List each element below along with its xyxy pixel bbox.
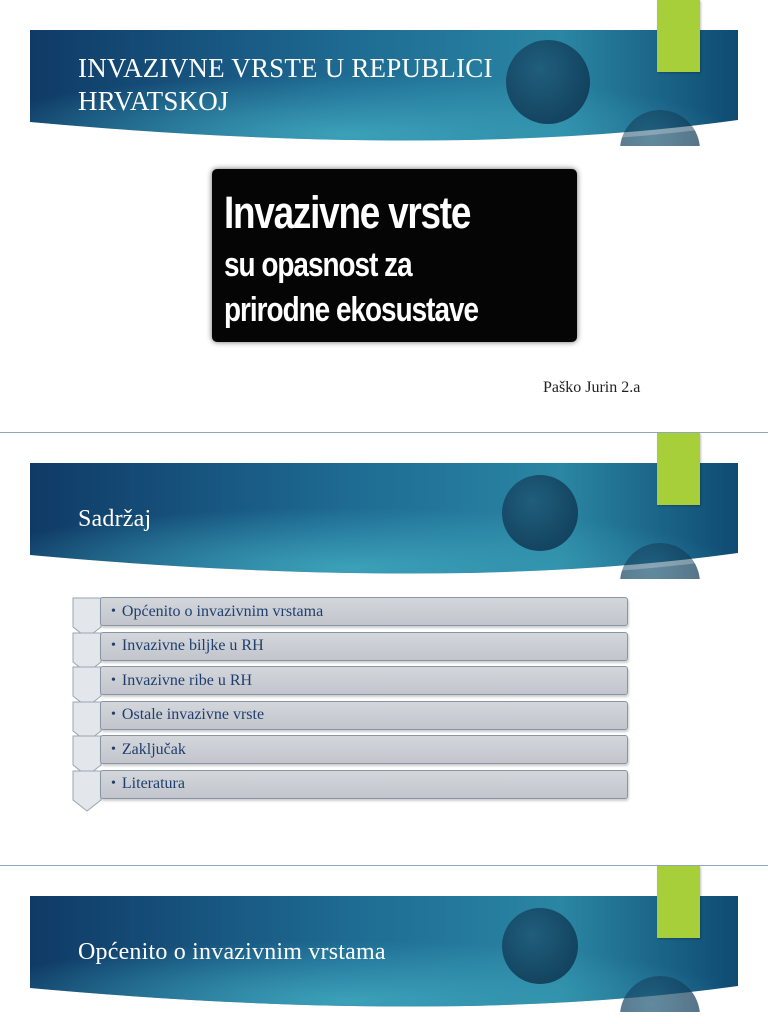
chevron-down-icon	[72, 770, 102, 812]
contents-item[interactable]	[72, 632, 632, 667]
title-line-2: HRVATSKOJ	[78, 85, 229, 116]
accent-tab	[657, 866, 700, 938]
author-label: Paško Jurin 2.a	[543, 379, 641, 396]
contents-item[interactable]	[72, 597, 632, 632]
slide-title-heading: Sadržaj	[78, 506, 152, 532]
contents-item[interactable]	[72, 666, 632, 701]
slide-overview	[0, 866, 768, 1024]
bullet-icon: •	[111, 672, 116, 688]
accent-tab	[657, 433, 700, 505]
headline-line-3: prirodne ekosustave	[224, 291, 479, 329]
contents-item[interactable]	[72, 701, 632, 736]
contents-item[interactable]	[72, 735, 632, 770]
contents-item-label: Invazivne ribe u RH	[121, 671, 253, 689]
contents-item-label: Literatura	[121, 775, 185, 792]
slide-title-heading	[78, 52, 493, 118]
slide-contents	[0, 433, 768, 865]
headline-image	[212, 169, 577, 342]
bullet-icon: •	[111, 741, 116, 757]
bullet-icon: •	[111, 638, 116, 653]
contents-item-label: Općenito o invazivnim vrstama	[121, 602, 324, 620]
slide-title-heading: Općenito o invazivnim vrstama	[78, 939, 386, 965]
contents-item-label: Invazivne biljke u RH	[121, 637, 264, 654]
bullet-icon: •	[111, 707, 116, 722]
contents-list	[72, 597, 632, 804]
headline-line-2: su opasnost za	[224, 246, 412, 284]
headline-line-1: Invazivne vrste	[224, 187, 471, 238]
bullet-icon: •	[111, 776, 116, 791]
slide-title	[0, 0, 768, 432]
accent-tab	[657, 0, 700, 72]
title-line-1: INVAZIVNE VRSTE U REPUBLICI	[78, 53, 493, 83]
contents-item-label: Zaključak	[121, 740, 186, 758]
contents-item[interactable]	[72, 770, 632, 805]
contents-item-label: Ostale invazivne vrste	[121, 706, 265, 723]
bullet-icon: •	[111, 603, 116, 619]
